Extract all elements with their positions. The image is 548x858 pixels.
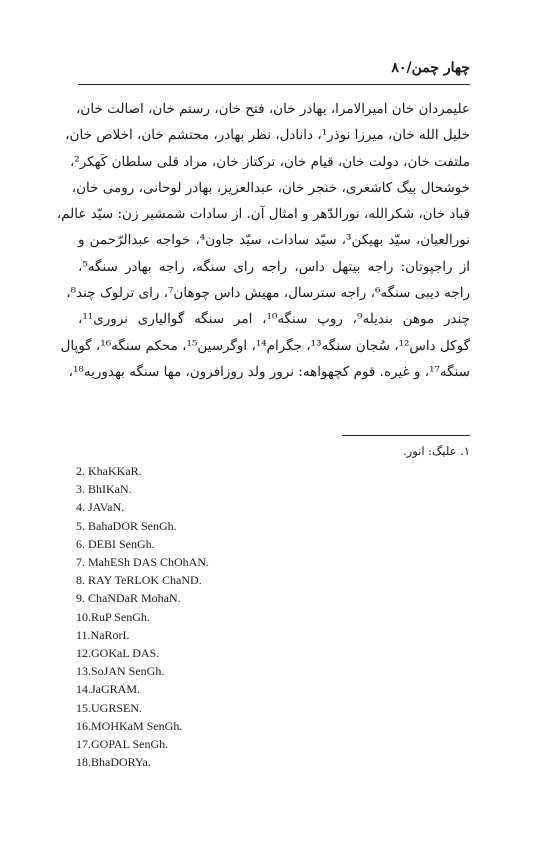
footnote-list xyxy=(76,462,209,771)
body-line: سنگه¹⁷، و غیره. قوم کچهواهه: نرور ولد روزافزون، مها سنگه بهدوریه¹⁸، xyxy=(68,363,470,380)
footnote-item: 18.BhaDORYa. xyxy=(76,755,151,770)
footnote-item: 15.UGRSEN. xyxy=(76,700,143,715)
footnote-item: 12.GOKaL DAS. xyxy=(76,646,160,661)
footnote-item: 10.RuP SenGh. xyxy=(76,609,150,624)
header-rule xyxy=(78,84,470,85)
footnote-item: 13.SoJAN SenGh. xyxy=(76,664,165,679)
footnote-item: 3. BhIKaN. xyxy=(76,482,132,497)
footnote-item: 7. MahESh DAS ChOhAN. xyxy=(76,555,210,570)
body-line: از راجپوتان: راجه بیتهل داس، راجه رای سنگه، راجه بهادر سنگه⁵، xyxy=(78,258,470,275)
footnote-item: 11.NaRorI. xyxy=(76,627,130,642)
body-line: خوشحال بیگ کاشغری، خنجر خان، عبدالعزیز، بهادر لوحانی، رومی خان، xyxy=(71,179,470,196)
footnote-item: 14.JaGRAM. xyxy=(76,682,141,697)
footnote-item: 8. RAY TeRLOK ChaND. xyxy=(76,573,202,588)
body-line: علیمردان خان امیرالامرا، بهادر خان، فتح خان، رستم خان، اصالت خان، xyxy=(76,101,470,117)
footnote-item: 4. JAVaN. xyxy=(76,500,125,515)
footnote-1: ۱. علیگ: انور. xyxy=(402,444,470,458)
footnote-item: 9. ChaNDaR MohaN. xyxy=(76,591,181,606)
body-line: راجه دیبی سنگه⁶، راجه سترسال، مهیش داس چوهان⁷، رای ترلوک چند⁸، xyxy=(66,285,470,302)
footnote-item: 17.GOPAL SenGh. xyxy=(76,737,169,752)
body-line: خلیل الله خان، میرزا نوذر¹، دانادل، نظر بهادر، محتشم خان، اخلاص خان، xyxy=(65,127,470,144)
body-line: ملتفت خان، دولت خان، قیام خان، ترکتاز خان، مراد قلی سلطان کَهکر²، xyxy=(69,153,470,170)
footnote-item: 16.MOHKaM SenGh. xyxy=(76,718,183,733)
footnote-item: 6. DEBI SenGh. xyxy=(76,536,155,551)
body-line: گوکل داس¹²، سُجان سنگه¹³، جگرام¹⁴، اوگرسین¹⁵، محکم سنگه¹⁶، گوپال xyxy=(60,337,470,354)
body-paragraph xyxy=(56,96,470,385)
body-line: نورالعیان، سیّد بهیکن³، سیّد سادات، سیّد جاون⁴، خواجه عبدالرّحمن و xyxy=(78,232,470,249)
body-line: قباد خان، شکرالله، نورالدّهر و امثال آن. از سادات شمشیر زن: سیّد عالم، xyxy=(56,206,470,223)
running-head: چهار چمن/۸۰ xyxy=(391,60,470,76)
footnote-rule xyxy=(342,435,470,436)
body-line: چندر موهن بندیله⁹، روپ سنگه¹⁰، امر سنگه گوالیاری نروری¹¹، xyxy=(78,311,470,328)
footnote-item: 2. KhaKKaR. xyxy=(76,464,142,478)
footnote-item: 5. BahaDOR SenGh. xyxy=(76,518,177,533)
